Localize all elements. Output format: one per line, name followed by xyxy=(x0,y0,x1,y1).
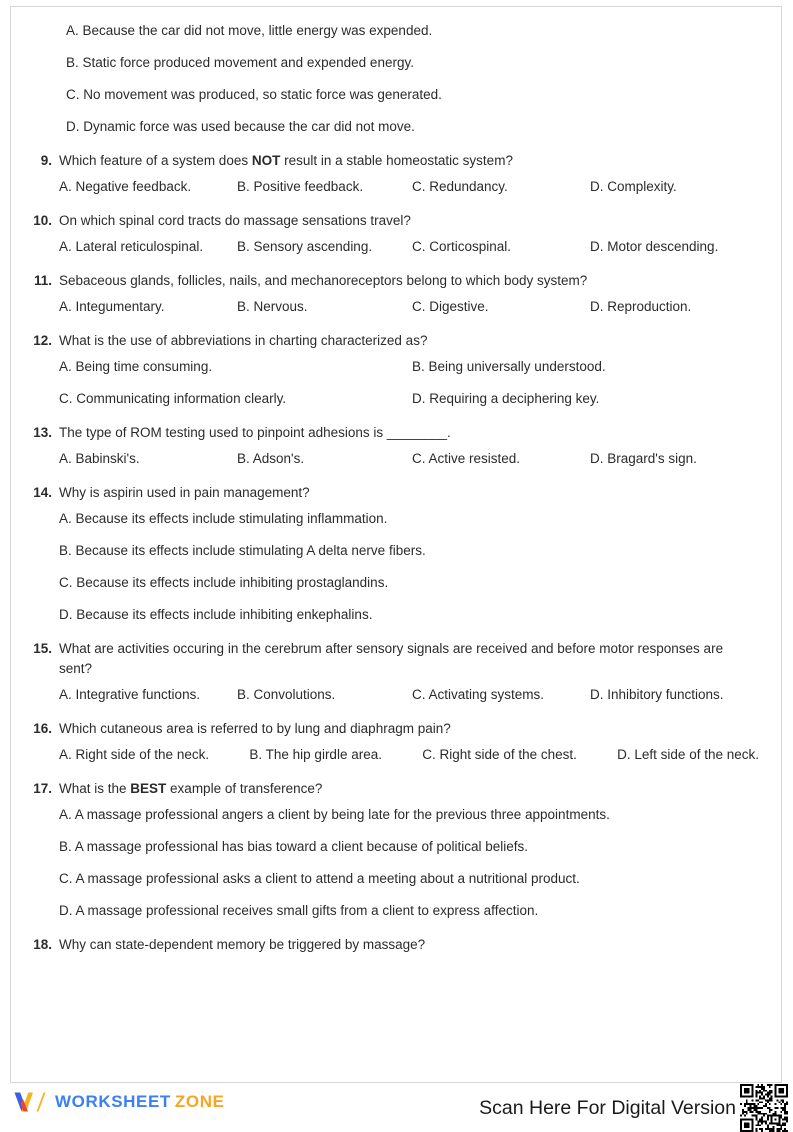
question-number: 15. xyxy=(33,641,52,656)
question-text xyxy=(59,271,759,291)
option-item: D. Reproduction. xyxy=(590,299,692,314)
option-item: C. Activating systems. xyxy=(412,687,545,702)
question-block xyxy=(33,935,759,961)
question-text-part: On which spinal cord tracts do massage sensations travel? xyxy=(59,213,411,228)
option-item: B. Positive feedback. xyxy=(237,179,364,194)
option-list xyxy=(66,21,759,137)
question-text-part: What is the xyxy=(59,781,131,796)
option-item: C. Communicating information clearly. xyxy=(59,391,287,406)
option-item: C. Because its effects include inhibiting prostaglandins. xyxy=(59,575,389,590)
option-item: B. Sensory ascending. xyxy=(237,239,373,254)
scan-cta[interactable] xyxy=(479,1084,788,1132)
question-text xyxy=(59,331,759,351)
question-block xyxy=(33,719,759,765)
option-item: B. A massage professional has bias toward a client because of political beliefs. xyxy=(59,839,529,854)
question-body xyxy=(59,211,759,257)
worksheet-zone-logo[interactable] xyxy=(12,1089,225,1115)
option-item: A. Lateral reticulospinal. xyxy=(59,239,204,254)
question-text-part: Which feature of a system does xyxy=(59,153,252,168)
option-item: C. Right side of the chest. xyxy=(422,747,577,762)
question-text xyxy=(59,151,759,171)
option-list xyxy=(59,177,759,197)
option-item: A. Right side of the neck. xyxy=(59,747,210,762)
question-number: 16. xyxy=(33,721,52,736)
qr-code-icon[interactable] xyxy=(740,1084,788,1132)
option-item: D. Requiring a deciphering key. xyxy=(412,391,600,406)
question-text-part: example of transference? xyxy=(166,781,323,796)
option-list xyxy=(59,297,759,317)
option-list xyxy=(59,685,759,705)
question-body xyxy=(59,271,759,317)
question-text-part: Why can state-dependent memory be triggered by massage? xyxy=(59,937,426,952)
logo-w-icon xyxy=(12,1089,46,1115)
logo-text-worksheet: WORKSHEET xyxy=(55,1092,171,1111)
logo-text-zone: ZONE xyxy=(174,1092,225,1111)
logo-text xyxy=(55,1092,225,1112)
option-item: D. Bragard's sign. xyxy=(590,451,697,466)
question-body xyxy=(59,719,759,765)
question-text-part: Which cutaneous area is referred to by lung and diaphragm pain? xyxy=(59,721,451,736)
question-number: 18. xyxy=(33,937,52,952)
option-item: A. Babinski's. xyxy=(59,451,140,466)
question-body xyxy=(59,423,759,469)
option-item: D. Because its effects include inhibiting enkephalins. xyxy=(59,607,373,622)
option-item: B. Convolutions. xyxy=(237,687,336,702)
option-list xyxy=(59,509,759,625)
option-item: D. Dynamic force was used because the car did not move. xyxy=(66,119,415,134)
question-body xyxy=(59,935,759,961)
question-block xyxy=(33,639,759,705)
question-text xyxy=(59,211,759,231)
option-item: B. Nervous. xyxy=(237,299,308,314)
question-number: 11. xyxy=(33,273,52,288)
question-text-part: Why is aspirin used in pain management? xyxy=(59,485,310,500)
question-text-part: The type of ROM testing used to pinpoint adhesions is ________. xyxy=(59,425,451,440)
question-text xyxy=(59,483,759,503)
question-number: 14. xyxy=(33,485,52,500)
question-number: 17. xyxy=(33,781,52,796)
question-number: 13. xyxy=(33,425,52,440)
question-text xyxy=(59,779,759,799)
option-item: B. The hip girdle area. xyxy=(249,747,382,762)
option-item: C. No movement was produced, so static force was generated. xyxy=(66,87,442,102)
question-text xyxy=(59,639,759,679)
orphan-options-group xyxy=(59,21,759,137)
option-item: A. Because its effects include stimulating inflammation. xyxy=(59,511,388,526)
option-item: D. Left side of the neck. xyxy=(617,747,759,762)
option-item: D. Motor descending. xyxy=(590,239,719,254)
option-item: D. Complexity. xyxy=(590,179,677,194)
question-number: 10. xyxy=(33,213,52,228)
option-item: A. Being time consuming. xyxy=(59,359,213,374)
option-list xyxy=(59,449,759,469)
question-emphasis: NOT xyxy=(251,153,281,168)
question-number: 9. xyxy=(40,153,52,168)
question-list xyxy=(33,151,759,961)
option-item: A. Because the car did not move, little energy was expended. xyxy=(66,23,433,38)
question-text-part: What is the use of abbreviations in charting characterized as? xyxy=(59,333,428,348)
option-item: A. A massage professional angers a client by being late for the previous three appointments. xyxy=(59,807,610,822)
option-item: A. Integumentary. xyxy=(59,299,165,314)
option-list xyxy=(59,805,759,921)
scan-label: Scan Here For Digital Version xyxy=(479,1097,736,1119)
option-item: C. A massage professional asks a client to attend a meeting about a nutritional product. xyxy=(59,871,580,886)
worksheet-page xyxy=(10,6,782,1083)
question-block xyxy=(33,423,759,469)
option-item: A. Negative feedback. xyxy=(59,179,192,194)
option-item: B. Adson's. xyxy=(237,451,305,466)
option-item: D. Inhibitory functions. xyxy=(590,687,724,702)
question-body xyxy=(59,331,759,409)
option-item: C. Corticospinal. xyxy=(412,239,512,254)
question-body xyxy=(59,483,759,625)
option-item: B. Being universally understood. xyxy=(412,359,606,374)
option-item: B. Because its effects include stimulating A delta nerve fibers. xyxy=(59,543,426,558)
question-text-part: Sebaceous glands, follicles, nails, and mechanoreceptors belong to which body system? xyxy=(59,273,588,288)
option-item: A. Integrative functions. xyxy=(59,687,201,702)
option-list xyxy=(59,745,759,765)
page-footer xyxy=(0,1087,793,1122)
question-text xyxy=(59,719,759,739)
question-body xyxy=(59,151,759,197)
option-item: D. A massage professional receives small gifts from a client to express affection. xyxy=(59,903,539,918)
option-item: C. Active resisted. xyxy=(412,451,521,466)
option-item: C. Redundancy. xyxy=(412,179,508,194)
question-text-part: result in a stable homeostatic system? xyxy=(280,153,513,168)
question-text xyxy=(59,935,759,955)
question-block xyxy=(33,151,759,197)
question-body xyxy=(59,639,759,705)
option-list xyxy=(59,237,759,257)
option-list xyxy=(59,357,759,409)
question-block xyxy=(33,331,759,409)
question-block xyxy=(33,211,759,257)
question-block xyxy=(33,779,759,921)
option-item: C. Digestive. xyxy=(412,299,489,314)
question-emphasis: BEST xyxy=(130,781,167,796)
question-block xyxy=(33,483,759,625)
question-text-part: What are activities occuring in the cerebrum after sensory signals are received and before motor responses are sent? xyxy=(59,641,724,676)
question-body xyxy=(59,779,759,921)
question-block xyxy=(33,271,759,317)
question-text xyxy=(59,423,759,443)
question-number: 12. xyxy=(33,333,52,348)
option-item: B. Static force produced movement and expended energy. xyxy=(66,55,414,70)
